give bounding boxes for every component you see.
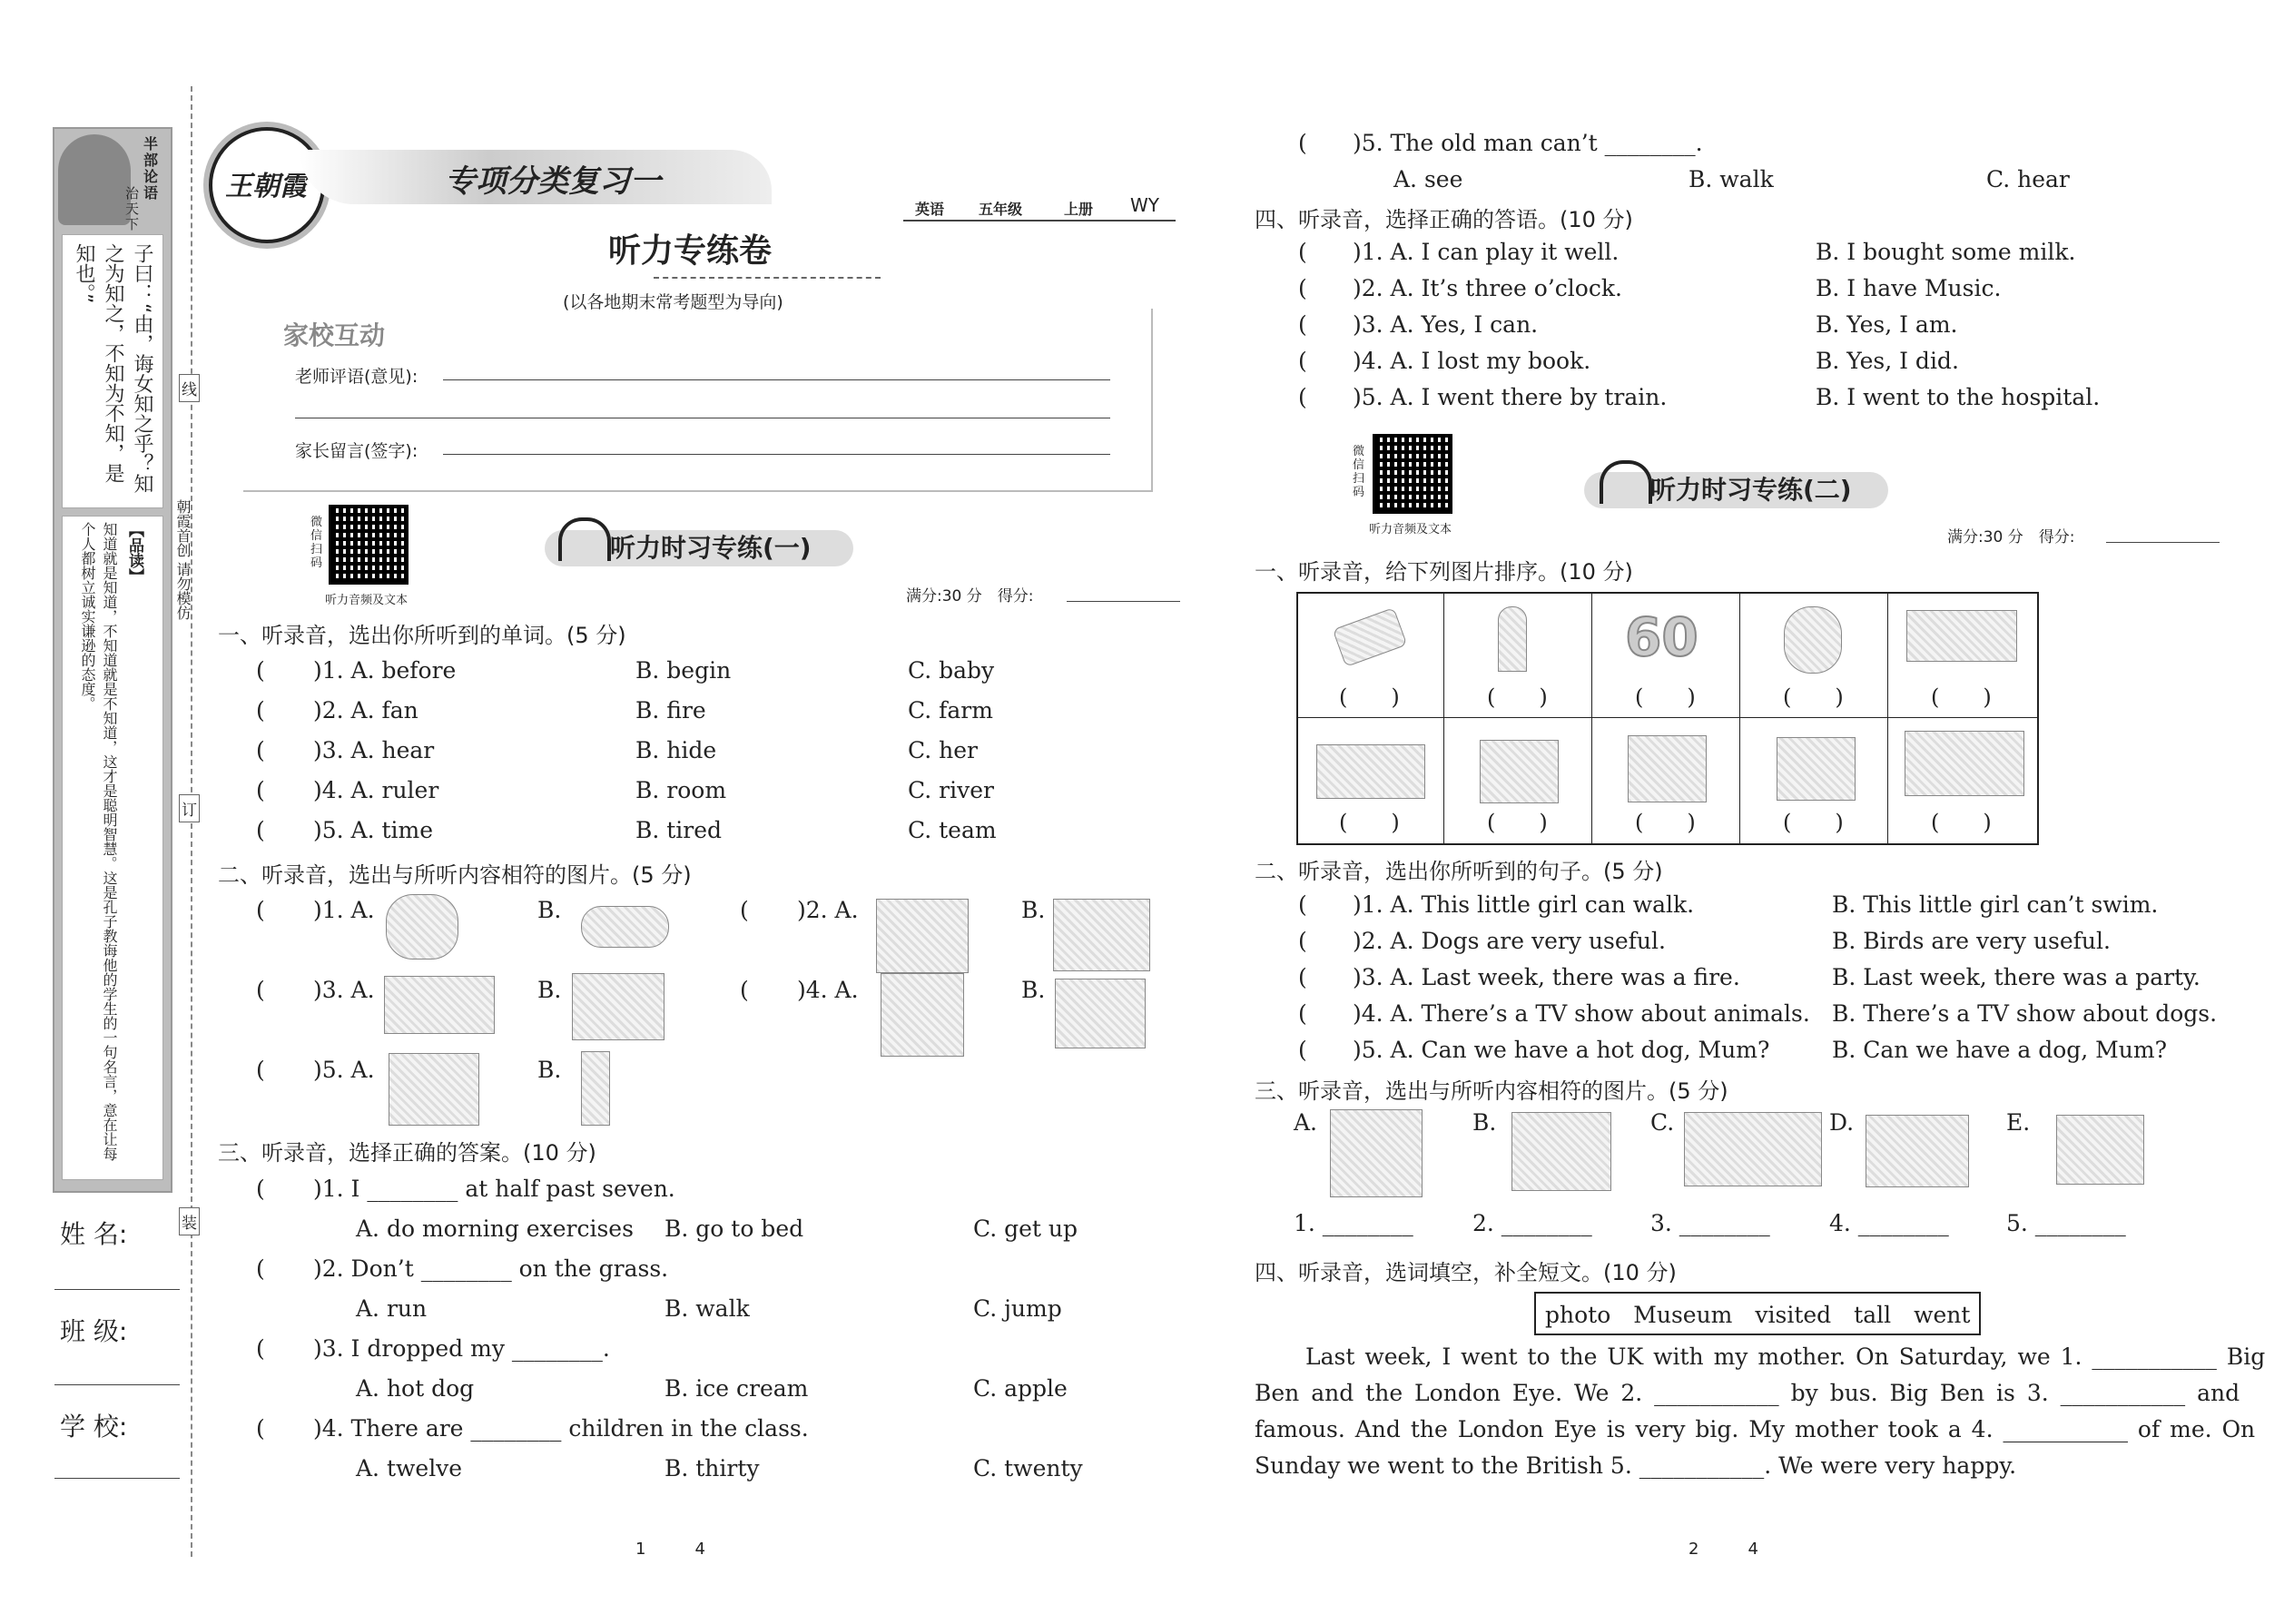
r-s3-q5: )5. The old man can’t ________. xyxy=(1353,130,1703,156)
r-s3-q5-c: C. hear xyxy=(1986,166,2070,192)
grid-paren-10[interactable]: ( ) xyxy=(1931,810,1992,835)
shorts-icon xyxy=(1055,979,1146,1048)
p1-s2-q2-paren: ( xyxy=(740,897,749,923)
r-s4-q2-paren: ( xyxy=(1298,275,1307,301)
p1-s1-q2-a: )2. A. fan xyxy=(313,697,418,723)
cut-label-3: 装 xyxy=(179,1207,200,1235)
passage-line-3: famous. And the London Eye is very big. My mother took a 4. ___________ of me. On xyxy=(1255,1416,2256,1442)
p1-s2-q3: )3. A. xyxy=(313,977,375,1003)
p1-s1-q2-c: C. farm xyxy=(908,697,993,723)
p2-s2-q1-a: )1. A. This little girl can walk. xyxy=(1353,891,1695,918)
kitchen-icon xyxy=(1053,899,1150,971)
p1-s3-q4-paren: ( xyxy=(256,1415,265,1442)
passage-line-4: Sunday we went to the British 5. ___________. We were very happy. xyxy=(1255,1452,2017,1479)
r-s4-q5-a: )5. A. I went there by train. xyxy=(1353,384,1668,410)
p1-s1-q3-paren: ( xyxy=(256,737,265,763)
practice2-title: 听力时习专练(二) xyxy=(1650,475,1852,505)
p1-s1-q1-b: B. begin xyxy=(635,657,732,684)
r-s4-title: 四、听录音，选择正确的答语。(10 分) xyxy=(1255,207,1633,232)
teacher-comment-label: 老师评语(意见): xyxy=(295,367,418,387)
r-s4-q1-b: B. I bought some milk. xyxy=(1816,239,2076,265)
p2-s3-letter-d: D. xyxy=(1829,1109,1855,1136)
p2-s3-blank-4[interactable]: 4. ________ xyxy=(1829,1210,1949,1236)
motto-label: 半部论语 xyxy=(143,135,159,202)
r-s3-q5-b: B. walk xyxy=(1689,166,1774,192)
picture-grid-row-divider xyxy=(1296,717,2037,718)
p2-s2-q4-a: )4. A. There’s a TV show about animals. xyxy=(1353,1000,1810,1027)
p1-s1-q3-c: C. her xyxy=(908,737,978,763)
p1-s1-title: 一、听录音，选出你所听到的单词。(5 分) xyxy=(218,623,626,648)
p1-s3-q2: )2. Don’t ________ on the grass. xyxy=(313,1255,669,1282)
class-field[interactable] xyxy=(54,1384,180,1385)
r-s3-q5-paren: ( xyxy=(1298,130,1307,156)
practice2-score-field[interactable] xyxy=(2106,542,2220,543)
parent-comment-field[interactable] xyxy=(443,454,1110,455)
p2-s2-q3-b: B. Last week, there was a party. xyxy=(1832,964,2200,990)
name-field[interactable] xyxy=(54,1289,180,1290)
p2-s2-q5-a: )5. A. Can we have a hot dog, Mum? xyxy=(1353,1037,1770,1063)
school-field[interactable] xyxy=(54,1478,180,1479)
meta-subject: 英语 xyxy=(915,201,945,218)
p1-s2-title: 二、听录音，选出与所听内容相符的图片。(5 分) xyxy=(218,862,692,888)
p2-s3-blank-2[interactable]: 2. ________ xyxy=(1472,1210,1592,1236)
grid-paren-2[interactable]: ( ) xyxy=(1487,684,1548,710)
p1-s2-q5-b: B. xyxy=(537,1057,562,1083)
page-number-left: 1 4 xyxy=(635,1540,705,1559)
p1-s2-q1-paren: ( xyxy=(256,897,265,923)
qr-caption-2: 听力音频及文本 xyxy=(1369,523,1452,536)
museum-icon xyxy=(389,1053,479,1126)
hamburger-icon xyxy=(386,894,458,960)
r-s4-q1-paren: ( xyxy=(1298,239,1307,265)
r-s4-q4-paren: ( xyxy=(1298,348,1307,374)
grid-col-1 xyxy=(1443,592,1444,843)
reading-title: 【品读】 xyxy=(125,522,143,584)
r-s4-q2-b: B. I have Music. xyxy=(1816,275,2002,301)
building-icon xyxy=(1628,735,1707,802)
confucius-avatar xyxy=(58,134,131,225)
p1-s2-q2: )2. A. xyxy=(797,897,859,923)
p1-s3-q1-paren: ( xyxy=(256,1176,265,1202)
p1-s1-q5-b: B. tired xyxy=(635,817,723,843)
street-icon xyxy=(1480,740,1559,803)
p1-s1-q3-b: B. hide xyxy=(635,737,717,763)
p1-s3-q1-b: B. go to bed xyxy=(665,1216,804,1242)
p1-s2-q5: )5. A. xyxy=(313,1057,375,1083)
headphones-icon xyxy=(558,517,611,561)
p1-s3-q1: )1. I ________ at half past seven. xyxy=(313,1176,675,1202)
r-s4-q2-a: )2. A. It’s three o’clock. xyxy=(1353,275,1622,301)
p1-s1-q1-c: C. baby xyxy=(908,657,995,684)
shorts-icon-2 xyxy=(1777,737,1856,801)
p1-s1-q2-b: B. fire xyxy=(635,697,706,723)
r-s3-q5-a: A. see xyxy=(1393,166,1463,192)
p2-s3-blank-5[interactable]: 5. ________ xyxy=(2006,1210,2126,1236)
p1-s3-q4-b: B. thirty xyxy=(665,1455,760,1481)
p1-s2-q4-b: B. xyxy=(1021,977,1046,1003)
r-s4-q4-a: )4. A. I lost my book. xyxy=(1353,348,1591,374)
passage-line-2: Ben and the London Eye. We 2. ___________ by bus. Big Ben is 3. ___________ and xyxy=(1255,1380,2240,1406)
grid-paren-1[interactable]: ( ) xyxy=(1339,684,1400,710)
p2-s3-blank-3[interactable]: 3. ________ xyxy=(1650,1210,1770,1236)
grass-icon xyxy=(1905,731,2024,796)
p2-s2-q4-b: B. There’s a TV show about dogs. xyxy=(1832,1000,2218,1027)
p1-s3-q2-a: A. run xyxy=(356,1295,428,1322)
city-scene-icon xyxy=(384,976,495,1034)
p1-s3-q3-paren: ( xyxy=(256,1335,265,1362)
school-label: 学 校: xyxy=(60,1412,128,1442)
qr-code-2[interactable] xyxy=(1373,434,1452,514)
home-school-title: 家校互动 xyxy=(283,320,386,350)
p2-s3-blank-1[interactable]: 1. ________ xyxy=(1294,1210,1413,1236)
p1-s1-q4-b: B. room xyxy=(635,777,727,803)
page-title: 听力专练卷 xyxy=(608,232,773,270)
cut-label-1: 线 xyxy=(179,374,200,402)
grid-paren-4[interactable]: ( ) xyxy=(1783,684,1844,710)
grid-paren-3[interactable]: ( ) xyxy=(1635,684,1696,710)
teacher-comment-field[interactable] xyxy=(443,379,1110,380)
practice1-title: 听力时习专练(一) xyxy=(610,533,812,563)
meta-grade: 五年级 xyxy=(979,201,1023,218)
shirt-icon xyxy=(881,973,964,1057)
p2-s2-q5-paren: ( xyxy=(1298,1037,1307,1063)
passage-line-1: Last week, I went to the UK with my mother. On Saturday, we 1. ___________ Big xyxy=(1305,1343,2266,1370)
page-subtitle: (以各地期末常考题型为导向) xyxy=(563,292,783,312)
grid-paren-7[interactable]: ( ) xyxy=(1487,810,1548,835)
p1-s3-q4: )4. There are ________ children in the class. xyxy=(313,1415,809,1442)
p1-s1-q4-c: C. river xyxy=(908,777,994,803)
grid-paren-5[interactable]: ( ) xyxy=(1931,684,1992,710)
p2-s3-title: 三、听录音，选出与所听内容相符的图片。(5 分) xyxy=(1255,1078,1728,1104)
p1-s1-q1-a: )1. A. before xyxy=(313,657,457,684)
r-s4-q3-paren: ( xyxy=(1298,311,1307,338)
ice-cream-icon xyxy=(1498,606,1527,672)
r-s4-q1-a: )1. A. I can play it well. xyxy=(1353,239,1620,265)
sleeping-boy-icon xyxy=(1866,1115,1969,1187)
r-s4-q5-paren: ( xyxy=(1298,384,1307,410)
p2-s2-q2-b: B. Birds are very useful. xyxy=(1832,928,2111,954)
grid-col-4 xyxy=(1887,592,1888,843)
p1-s3-title: 三、听录音，选择正确的答案。(10 分) xyxy=(218,1140,596,1166)
parent-comment-label: 家长留言(签字): xyxy=(295,441,418,461)
cut-label-2: 订 xyxy=(179,794,200,822)
bathroom-icon xyxy=(876,899,969,973)
p1-s2-q2-b: B. xyxy=(1021,897,1046,923)
logo-text: 王朝霞 xyxy=(225,171,307,202)
hot-dog-icon xyxy=(581,906,669,948)
p1-s3-q4-c: C. twenty xyxy=(973,1455,1083,1481)
grid-col-2 xyxy=(1591,592,1592,843)
qr-scan-note-1: 微信扫码 xyxy=(310,516,323,570)
p1-s2-q4: )4. A. xyxy=(797,977,859,1003)
p1-s2-q4-paren: ( xyxy=(740,977,749,1003)
word-box: photo Museum visited tall went xyxy=(1534,1292,1981,1335)
series-title: 专项分类复习一 xyxy=(445,163,661,200)
r-s4-q4-b: B. Yes, I did. xyxy=(1816,348,1959,374)
p2-s2-q5-b: B. Can we have a dog, Mum? xyxy=(1832,1037,2167,1063)
qr-caption-1: 听力音频及文本 xyxy=(325,594,409,607)
p1-s2-q5-paren: ( xyxy=(256,1057,265,1083)
p1-s1-q5-paren: ( xyxy=(256,817,265,843)
p2-s2-title: 二、听录音，选出你所听到的句子。(5 分) xyxy=(1255,859,1663,884)
p1-s2-q3-paren: ( xyxy=(256,977,265,1003)
p1-s3-q3-c: C. apple xyxy=(973,1375,1068,1402)
grid-col-3 xyxy=(1739,592,1740,843)
practice1-score-field[interactable] xyxy=(1067,601,1180,602)
p1-s1-q5-c: C. team xyxy=(908,817,997,843)
big-ben-icon xyxy=(581,1051,610,1126)
map-icon xyxy=(1906,610,2017,662)
p1-s1-q4-paren: ( xyxy=(256,777,265,803)
p1-s3-q1-a: A. do morning exercises xyxy=(356,1216,634,1242)
boy-walking-dog-icon xyxy=(1330,1109,1423,1197)
p1-s3-q3-b: B. ice cream xyxy=(665,1375,809,1402)
number-60-icon: 60 xyxy=(1625,606,1698,668)
p2-s2-q2-paren: ( xyxy=(1298,928,1307,954)
p2-s2-q1-b: B. This little girl can’t swim. xyxy=(1832,891,2159,918)
p1-s1-q5-a: )5. A. time xyxy=(313,817,434,843)
p2-s2-q1-paren: ( xyxy=(1298,891,1307,918)
p1-s3-q2-b: B. walk xyxy=(665,1295,750,1322)
p2-s3-letter-a: A. xyxy=(1294,1109,1318,1136)
p2-s2-q3-a: )3. A. Last week, there was a fire. xyxy=(1353,964,1740,990)
motto-sub: 治天下 xyxy=(125,185,140,232)
farm-animals-icon xyxy=(1684,1112,1822,1186)
p1-s3-q3-a: A. hot dog xyxy=(356,1375,475,1402)
meta-edition: WY xyxy=(1130,194,1159,216)
p2-s1-title: 一、听录音，给下列图片排序。(10 分) xyxy=(1255,559,1633,585)
p1-s3-q3: )3. I dropped my ________. xyxy=(313,1335,610,1362)
practice2-score: 满分:30 分 得分: xyxy=(1947,528,2075,546)
headphones-icon-2 xyxy=(1600,460,1652,504)
name-label: 姓 名: xyxy=(60,1219,128,1249)
p1-s3-q1-c: C. get up xyxy=(973,1216,1078,1242)
p1-s3-q4-a: A. twelve xyxy=(356,1455,463,1481)
r-s4-q3-a: )3. A. Yes, I can. xyxy=(1353,311,1539,338)
qr-scan-note-2: 微信扫码 xyxy=(1353,445,1365,499)
dancing-children-icon xyxy=(572,973,665,1040)
practice1-score: 满分:30 分 得分: xyxy=(906,587,1034,605)
r-s4-q5-b: B. I went to the hospital. xyxy=(1816,384,2101,410)
meta-term: 上册 xyxy=(1064,201,1094,218)
p1-s2-q3-b: B. xyxy=(537,977,562,1003)
confucius-quote: 子曰：“由，诲女知之乎？知之为知之，不知为不知，是知也。” xyxy=(73,243,153,494)
p2-s3-letter-c: C. xyxy=(1650,1109,1675,1136)
shorts-icon-3 xyxy=(2056,1115,2144,1185)
highway-icon xyxy=(1316,744,1425,799)
page-number-right: 2 4 xyxy=(1689,1540,1758,1559)
header-rule xyxy=(654,277,881,279)
p1-s2-q1: )1. A. xyxy=(313,897,375,923)
p2-s2-q2-a: )2. A. Dogs are very useful. xyxy=(1353,928,1666,954)
r-s4-q3-b: B. Yes, I am. xyxy=(1816,311,1958,338)
p1-s1-q1-paren: ( xyxy=(256,657,265,684)
p2-s2-q4-paren: ( xyxy=(1298,1000,1307,1027)
grid-paren-8[interactable]: ( ) xyxy=(1635,810,1696,835)
p2-s3-letter-e: E. xyxy=(2006,1109,2031,1136)
grid-paren-6[interactable]: ( ) xyxy=(1339,810,1400,835)
angry-boy-icon xyxy=(1784,606,1842,674)
p1-s2-q1-b: B. xyxy=(537,897,562,923)
brand-note: 朝霞首创 请勿模仿 xyxy=(174,499,192,621)
grid-paren-9[interactable]: ( ) xyxy=(1783,810,1844,835)
p2-s3-letter-b: B. xyxy=(1472,1109,1497,1136)
reading-text: 知道就是知道，不知道就是不知道，这才是聪明智慧。这是孔子教诲他的学生的一句名言，意在让每个人都树立诚实谦逊的态度。 xyxy=(79,522,118,1161)
p2-s4-title: 四、听录音，选词填空，补全短文。(10 分) xyxy=(1255,1260,1677,1285)
p1-s1-q3-a: )3. A. hear xyxy=(313,737,435,763)
meta-rule xyxy=(903,220,1176,221)
p1-s1-q4-a: )4. A. ruler xyxy=(313,777,439,803)
qr-code-1[interactable] xyxy=(329,505,409,585)
class-label: 班 级: xyxy=(60,1316,128,1346)
p1-s3-q2-c: C. jump xyxy=(973,1295,1062,1322)
boy-playing-football-icon xyxy=(1511,1112,1611,1191)
p1-s3-q2-paren: ( xyxy=(256,1255,265,1282)
p1-s1-q2-paren: ( xyxy=(256,697,265,723)
p2-s2-q3-paren: ( xyxy=(1298,964,1307,990)
